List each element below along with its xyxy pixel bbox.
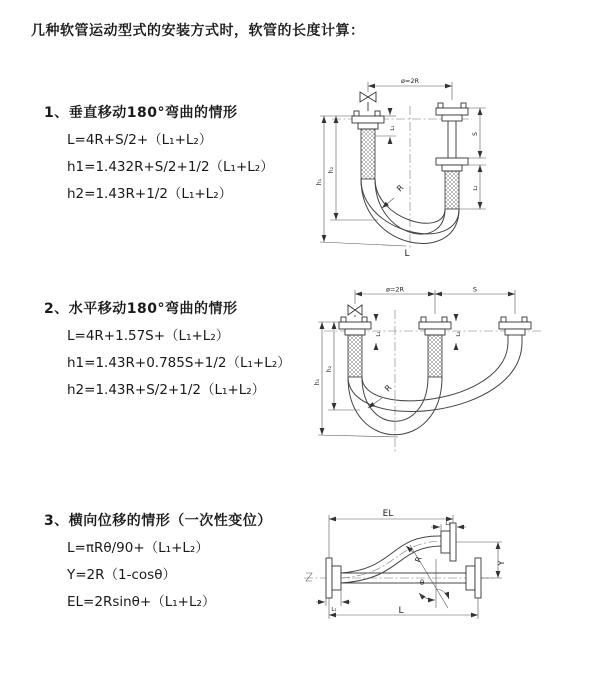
dimension-s <box>435 286 515 295</box>
s-label: S <box>472 285 478 294</box>
middle-braid-section <box>428 335 442 377</box>
y-label: Y <box>497 560 506 566</box>
section-1-heading: 1、垂直移动180°弯曲的情形 <box>44 105 238 121</box>
formula-h2: h2=1.43R+S/2+1/2（L₁+L₂） <box>67 382 266 398</box>
section-horizontal-move <box>44 298 291 404</box>
formula-h1: h1=1.432R+S/2+1/2（L₁+L₂） <box>67 159 274 175</box>
dimension-l2 <box>456 314 462 350</box>
left-flange <box>339 317 371 335</box>
dimension-l2 <box>431 521 466 531</box>
dimension-l2 <box>459 165 486 209</box>
formula-length: L=πRθ/90+（L₁+L₂） <box>67 540 209 556</box>
dimension-el <box>329 509 453 558</box>
vertical-move-drawing <box>310 70 545 260</box>
formula-length: L=4R+1.57S+（L₁+L₂） <box>67 328 230 344</box>
dimension-l1 <box>316 590 351 613</box>
diagram-lateral-displacement <box>298 503 598 645</box>
el-label: EL <box>382 509 394 519</box>
section-2-heading: 2、水平移动180°弯曲的情形 <box>44 301 238 317</box>
length-label: L <box>404 249 410 259</box>
dimension-diameter <box>355 286 515 315</box>
section-vertical-move <box>44 102 274 208</box>
h2-label: h₂ <box>326 365 333 373</box>
diameter-label: ø=2R <box>385 285 405 294</box>
right-braid-section <box>445 171 459 209</box>
angle-construction <box>410 545 449 608</box>
dimension-diameter <box>368 77 452 100</box>
lateral-displacement-drawing <box>298 503 598 645</box>
formula-h1: h1=1.43R+0.785S+1/2（L₁+L₂） <box>67 355 291 371</box>
dimension-l1 <box>376 314 382 350</box>
dimension-l <box>329 598 478 619</box>
l2-label: L₂ <box>445 521 451 527</box>
radius-leader <box>368 383 394 408</box>
h1-label: h₁ <box>316 178 323 186</box>
l1-label: L₁ <box>376 331 382 337</box>
formula-h2: h2=1.43R+1/2（L₁+L₂） <box>67 186 233 202</box>
valve-icon <box>348 305 362 317</box>
radius-label: R <box>413 555 424 564</box>
radius-label: R <box>383 383 394 394</box>
page-title: 几种软管运动型式的安装方式时，软管的长度计算： <box>31 23 365 39</box>
diagram-horizontal-move <box>310 284 595 459</box>
l2-label: L₂ <box>456 331 462 337</box>
formula-el: EL=2Rsinθ+（L₁+L₂） <box>67 594 216 610</box>
middle-flange <box>419 317 451 335</box>
radius-label: R <box>395 183 406 194</box>
left-flange <box>326 558 341 598</box>
l1-label: L₁ <box>390 125 396 131</box>
section-3-heading: 3、横向位移的情形（一次性变位） <box>44 513 272 529</box>
theta-label: θ <box>419 579 425 587</box>
right-flange-lower <box>436 158 468 171</box>
pipe-break-icon <box>306 573 312 581</box>
formula-length: L=4R+S/2+（L₁+L₂） <box>67 132 213 148</box>
diameter-label: ø=2R <box>400 77 420 85</box>
left-braid-section <box>361 129 375 179</box>
right-flange <box>499 317 531 342</box>
dimension-s <box>468 108 486 158</box>
left-braid-section <box>348 335 362 377</box>
curved-hose <box>341 536 445 583</box>
l2-label: L₂ <box>473 185 479 191</box>
horizontal-move-drawing <box>310 284 595 459</box>
left-flange <box>352 111 384 129</box>
diagram-vertical-move <box>310 70 545 260</box>
l-label: L <box>398 606 404 616</box>
right-flange-upper <box>436 103 468 158</box>
h1-label: h₁ <box>314 378 321 386</box>
right-lower-flange <box>466 558 481 598</box>
valve-icon <box>360 92 376 111</box>
s-label: S <box>472 132 479 136</box>
h2-label: h₂ <box>328 166 335 174</box>
formula-y: Y=2R（1-cosθ） <box>67 567 176 583</box>
section-lateral-displacement <box>44 510 272 616</box>
right-upper-flange <box>441 523 456 561</box>
l1-label: L₁ <box>331 607 337 613</box>
